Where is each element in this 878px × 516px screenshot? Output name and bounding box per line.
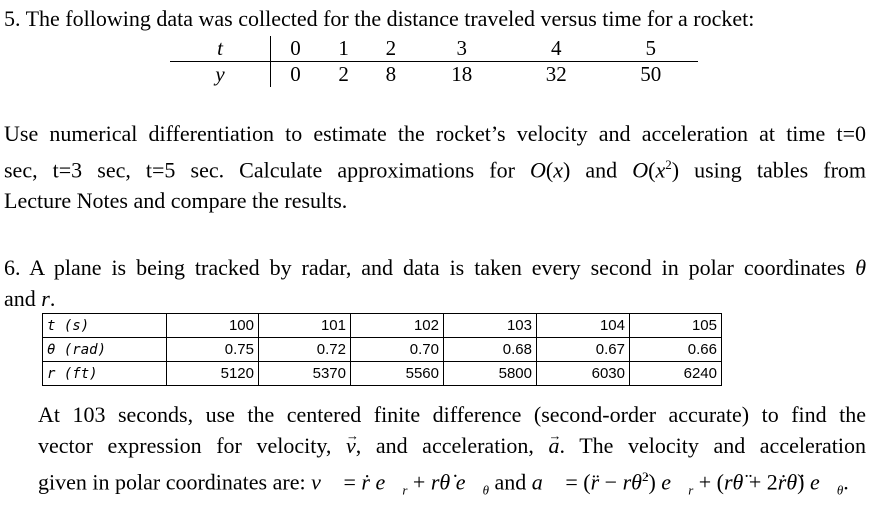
t-label: t (170, 36, 271, 62)
table-row (43, 338, 722, 362)
table-cell: 6030 (537, 362, 630, 386)
body-line: 6. A plane is being tracked by radar, and data is taken every second in polar coordinates θ (4, 255, 867, 280)
table-cell: 5120 (167, 362, 259, 386)
y-cell: 50 (640, 62, 662, 86)
table-row-y (170, 62, 698, 88)
table-cell: 0.67 (537, 338, 630, 362)
t-cell: 4 (509, 36, 604, 62)
y-cell: 0 (271, 62, 321, 88)
t-cell: 2 (367, 36, 414, 62)
table-cell: 0.66 (630, 338, 722, 362)
body-line: and r. (4, 286, 56, 311)
table-cell: 102 (351, 314, 444, 338)
t-cell: 1 (320, 36, 367, 62)
problem-6-body (38, 399, 866, 506)
table-cell: 105 (630, 314, 722, 338)
table-cell: 103 (444, 314, 537, 338)
t-cell: 5 (604, 36, 699, 62)
row-label: θ (rad) (43, 338, 167, 362)
t-cell: 0 (271, 36, 321, 62)
table-cell: 101 (259, 314, 351, 338)
problem-5-body (4, 118, 866, 216)
body-line: sec, t=3 sec, t=5 sec. Calculate approximations for O(x) and $O(x^2)$ using tables from (4, 157, 867, 183)
table-row (43, 362, 722, 386)
problem-6-intro (4, 252, 866, 314)
y-cell: 32 (545, 62, 567, 86)
formula-line: given in polar coordinates are: v⃗ = ṙ $e⃗_r$ + rθ̇ $e⃗_\theta$ and a⃗ = (r̈ − rθ̇$^2$) $e⃗_r$ + (rθ̈ + 2ṙθ̇) $e⃗_\theta$. (38, 469, 849, 498)
radar-data-table (42, 313, 722, 386)
table-row-t (170, 36, 698, 62)
table-cell: 5560 (351, 362, 444, 386)
row-label: t (s) (43, 314, 167, 338)
y-cell: 8 (385, 62, 397, 86)
body-line: At 103 seconds, use the centered finite difference (second-order accurate) to find the (38, 402, 866, 427)
table-cell: 0.68 (444, 338, 537, 362)
table-cell: 0.70 (351, 338, 444, 362)
table-cell: 6240 (630, 362, 722, 386)
velocity-vector-symbol: → v (346, 433, 356, 458)
body-line: vector expression for velocity, → v, and acceleration, → a. The velocity and acceleration (38, 430, 866, 461)
table-cell: 104 (537, 314, 630, 338)
table-cell: 100 (167, 314, 259, 338)
problem-5-title: 5. The following data was collected for the distance traveled versus time for a rocket: (4, 6, 755, 31)
y-label: y (215, 62, 225, 86)
table-cell: 0.75 (167, 338, 259, 362)
body-line: Use numerical differentiation to estimate the rocket’s velocity and acceleration at time t=0 (4, 121, 866, 146)
body-line: Lecture Notes and compare the results. (4, 188, 348, 214)
table-cell: 5370 (259, 362, 351, 386)
table-cell: 5800 (444, 362, 537, 386)
y-cell: 18 (451, 62, 473, 86)
acceleration-vector-symbol: → a (549, 433, 560, 458)
t-cell: 3 (415, 36, 510, 62)
row-label: r (ft) (43, 362, 167, 386)
y-cell: 2 (338, 62, 349, 86)
table-row (43, 314, 722, 338)
rocket-data-table (170, 36, 698, 87)
table-cell: 0.72 (259, 338, 351, 362)
